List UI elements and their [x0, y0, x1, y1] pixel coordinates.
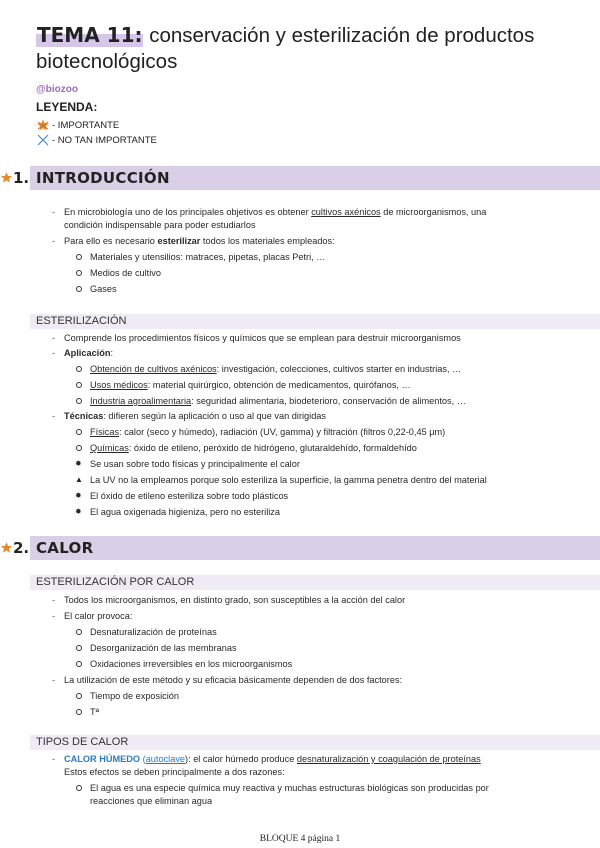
list-item: La UV no la empleamos porque solo esteriliza la superficie, la gamma penetra dentro del material — [90, 475, 487, 485]
list-item: Gases — [90, 284, 117, 294]
author-handle: @biozoo — [36, 84, 78, 95]
list-item: reacciones que eliminan agua — [90, 796, 213, 806]
dash-bullet: - — [52, 675, 56, 685]
list-item: Se usan sobre todo físicas y principalmente el calor — [90, 459, 300, 469]
text-line: CALOR HÚMEDO (autoclave): el calor húmedo produce desnaturalización y coagulación de proteínas — [64, 754, 481, 764]
list-item: El óxido de etileno esteriliza sobre todo plásticos — [90, 491, 289, 501]
section-band — [30, 536, 600, 560]
star-bullet: ✸ — [75, 491, 82, 500]
section-title: INTRODUCCIÓN — [36, 169, 170, 187]
circle-bullet — [76, 254, 82, 260]
text-line: Estos efectos se deben principalmente a dos razones: — [64, 767, 285, 777]
circle-bullet — [76, 429, 82, 435]
title-text: conservación y esterilización de productos biotecnológicos — [36, 24, 535, 73]
list-item: Tª — [90, 707, 100, 717]
circle-bullet — [76, 382, 82, 388]
list-item: Medios de cultivo — [90, 268, 161, 278]
list-item: El agua oxigenada higieniza, pero no esteriliza — [90, 507, 281, 517]
text-line: condición indispensable para poder estudiarlos — [64, 220, 256, 230]
page-footer: BLOQUE 4 página 1 — [259, 834, 341, 844]
dash-bullet: - — [52, 611, 56, 621]
dash-bullet: - — [52, 595, 56, 605]
star-icon — [0, 541, 13, 554]
section-1-header — [0, 166, 600, 190]
tema-label: TEMA 11: — [37, 23, 143, 47]
circle-bullet — [76, 398, 82, 404]
text-line: Aplicación: — [64, 348, 114, 358]
circle-bullet — [76, 785, 82, 791]
circle-bullet — [76, 661, 82, 667]
list-item: Materiales y utensilios: matraces, pipetas, placas Petri, … — [90, 252, 326, 262]
legend-important-text: - IMPORTANTE — [52, 119, 120, 131]
cross-icon — [36, 134, 50, 146]
star-icon — [36, 119, 50, 131]
subsection-title: TIPOS DE CALOR — [36, 736, 129, 748]
circle-bullet — [76, 270, 82, 276]
triangle-bullet: ▲ — [75, 475, 83, 484]
list-item: Obtención de cultivos axénicos: investigación, colecciones, cultivos starter en industrias, … — [90, 364, 462, 374]
subsection-title: ESTERILIZACIÓN POR CALOR — [36, 576, 195, 588]
section-2-header — [0, 536, 600, 560]
text-line: Para ello es necesario esterilizar todos los materiales empleados: — [64, 236, 335, 246]
dash-bullet: - — [52, 236, 56, 246]
star-icon — [0, 171, 13, 184]
circle-bullet — [76, 693, 82, 699]
subsection-tipos-calor — [30, 735, 600, 750]
page-title — [36, 22, 576, 75]
text-line: Comprende los procedimientos físicos y químicos que se emplean para destruir microorganismos — [64, 333, 461, 343]
circle-bullet — [76, 366, 82, 372]
legend-not-important — [36, 134, 157, 146]
text-line: La utilización de este método y su eficacia básicamente dependen de dos factores: — [64, 675, 403, 685]
text-line: En microbiología uno de los principales objetivos es obtener cultivos axénicos de microorganismos, una — [64, 207, 487, 217]
dash-bullet: - — [52, 333, 56, 343]
list-item: Físicas: calor (seco y húmedo), radiación (UV, gamma) y filtración (filtros 0,22-0,45 μm) — [90, 427, 446, 437]
list-item: Oxidaciones irreversibles en los microorganismos — [90, 659, 293, 669]
text-line: Todos los microorganismos, en distinto grado, son susceptibles a la acción del calor — [64, 595, 406, 605]
legend-heading: LEYENDA: — [36, 100, 98, 114]
circle-bullet — [76, 286, 82, 292]
text-line: El calor provoca: — [64, 611, 133, 621]
legend-important — [36, 119, 119, 131]
subsection-esterilizacion — [30, 314, 600, 329]
list-item: Desnaturalización de proteínas — [90, 627, 217, 637]
star-bullet: ✸ — [75, 459, 82, 468]
circle-bullet — [76, 629, 82, 635]
circle-bullet — [76, 645, 82, 651]
list-item: Químicas: óxido de etileno, peróxido de hidrógeno, glutaraldehído, formaldehído — [90, 443, 417, 453]
dash-bullet: - — [52, 348, 56, 358]
section-number: 1. — [13, 169, 30, 187]
list-item: Usos médicos: material quirúrgico, obtención de medicamentos, quirófanos, … — [90, 380, 411, 390]
dash-bullet: - — [52, 411, 56, 421]
subsection-title: ESTERILIZACIÓN — [36, 315, 127, 327]
star-bullet: ✸ — [75, 507, 82, 516]
legend-not-important-text: - NO TAN IMPORTANTE — [52, 134, 157, 146]
list-item: El agua es una especie química muy reactiva y muchas estructuras biológicas son producidas por — [90, 783, 489, 793]
text-line: Técnicas: difieren según la aplicación o uso al que van dirigidas — [64, 411, 327, 421]
list-item: Desorganización de las membranas — [90, 643, 237, 653]
section-number: 2. — [13, 539, 30, 557]
list-item: Industria agroalimentaria: seguridad alimentaria, biodeterioro, conservación de alimentos, … — [90, 396, 466, 406]
dash-bullet: - — [52, 754, 56, 764]
circle-bullet — [76, 445, 82, 451]
list-item: Tiempo de exposición — [90, 691, 180, 701]
subsection-esterilizacion-calor — [30, 575, 600, 590]
circle-bullet — [76, 709, 82, 715]
section-title: CALOR — [36, 539, 94, 557]
dash-bullet: - — [52, 207, 56, 217]
